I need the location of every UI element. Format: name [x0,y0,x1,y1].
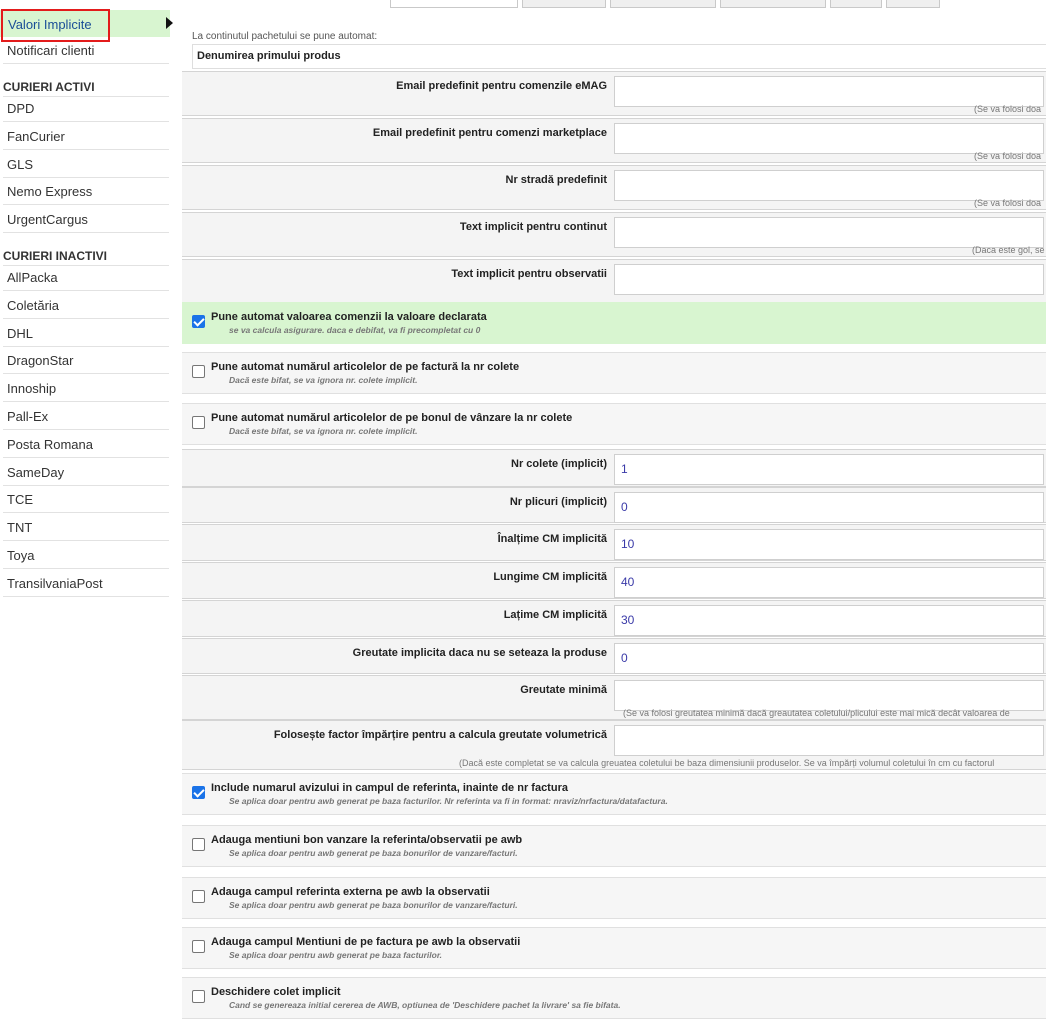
field-label: Greutate minimă [520,684,607,696]
sidebar-item-courier[interactable]: TCE [3,486,169,513]
checkbox-label: Adauga campul referinta externa pe awb la observatii [211,886,490,898]
checkbox-label: Adauga mentiuni bon vanzare la referinta/observatii pe awb [211,834,523,846]
field-label: Folosește factor împărțire pentru a calcula greutate volumetrică [273,729,607,741]
field-label: Nr plicuri (implicit) [509,496,607,508]
field-input[interactable] [614,680,1044,711]
field-label: Lațime CM implicită [503,609,607,621]
field-input[interactable]: 40 [614,567,1044,598]
checkbox[interactable] [192,416,205,429]
form-row [182,675,1046,720]
sidebar-item-courier[interactable]: AllPacka [3,264,169,291]
field-input[interactable] [614,76,1044,107]
checkbox[interactable] [192,786,205,799]
sidebar-item-courier[interactable]: UrgentCargus [3,206,169,233]
sidebar-item-valori-implicite[interactable]: Valori Implicite [1,9,110,42]
sidebar-item-courier[interactable]: TransilvaniaPost [3,570,169,597]
sidebar-item-courier[interactable]: Posta Romana [3,431,169,458]
checkbox-row [182,825,1046,867]
form-row [182,562,1046,599]
content-select[interactable]: Denumirea primului produs [192,44,1046,69]
checkbox-hint: Se aplica doar pentru awb generat pe baza bonurilor de vanzare/facturi. [229,900,518,910]
checkbox-row [182,977,1046,1019]
content-label: La continutul pachetului se pune automat: [192,31,378,42]
active-arrow-icon [166,17,173,29]
field-hint: (Se va folosi doa [974,198,1042,208]
field-input[interactable]: 0 [614,643,1044,674]
checkbox-row [182,927,1046,969]
checkbox[interactable] [192,838,205,851]
checkbox[interactable] [192,365,205,378]
field-label: Înalțime CM implicită [497,533,607,545]
field-input[interactable] [614,264,1044,295]
form-row [182,720,1046,770]
top-button-2[interactable] [610,0,716,8]
checkbox-hint: Se aplica doar pentru awb generat pe baza bonurilor de vanzare/facturi. [229,848,518,858]
form-row [182,487,1046,523]
field-label: Email predefinit pentru comenzile eMAG [396,80,607,92]
field-label: Email predefinit pentru comenzi marketplace [372,127,607,139]
checkbox-row [182,302,1046,344]
sidebar-item-courier[interactable]: GLS [3,151,169,178]
checkbox-hint: Cand se genereaza initial cererea de AWB, optiunea de 'Deschidere pachet la livrare' sa fie bifata. [229,1000,621,1010]
checkbox-label: Pune automat numărul articolelor de pe bonul de vânzare la nr colete [211,412,573,424]
form-row [182,71,1046,116]
sidebar-item-courier[interactable]: FanCurier [3,123,169,150]
checkbox-hint: Dacă este bifat, se va ignora nr. colete implicit. [229,375,418,385]
form-row [182,212,1046,257]
field-input[interactable] [614,123,1044,154]
top-button-5[interactable] [886,0,940,8]
field-label: Lungime CM implicită [493,571,607,583]
checkbox[interactable] [192,315,205,328]
field-input[interactable] [614,170,1044,201]
sidebar-item-courier[interactable]: Innoship [3,375,169,402]
sidebar [0,0,176,1008]
checkbox[interactable] [192,890,205,903]
form-row [182,524,1046,561]
checkbox-hint: Se aplica doar pentru awb generat pe baza facturilor. [229,950,443,960]
sidebar-item-notificari-clienti[interactable]: Notificari clienti [3,37,169,64]
checkbox-row [182,403,1046,445]
checkbox-label: Adauga campul Mentiuni de pe factura pe awb la observatii [211,936,521,948]
checkbox-hint: Dacă este bifat, se va ignora nr. colete implicit. [229,426,418,436]
field-label: Nr colete (implicit) [511,458,607,470]
field-hint: (Daca este gol, se [972,245,1045,255]
form-row [182,638,1046,674]
checkbox-row [182,773,1046,815]
form-row [182,259,1046,304]
form-row [182,165,1046,210]
form-row [182,449,1046,487]
form-row [182,118,1046,163]
sidebar-item-courier[interactable]: DPD [3,95,169,122]
field-label: Nr stradă predefinit [505,174,607,186]
sidebar-item-courier[interactable]: DHL [3,320,169,347]
top-button-4[interactable] [830,0,882,8]
field-hint: (Se va folosi doa [974,104,1042,114]
checkbox-hint: Se aplica doar pentru awb generat pe baza facturilor. Nr referinta va fi in format: nraviz/nrfactura/datafactura. [229,796,668,806]
field-input[interactable]: 30 [614,605,1044,636]
field-input[interactable]: 1 [614,454,1044,485]
sidebar-item-courier[interactable]: Coletăria [3,292,169,319]
field-input[interactable] [614,217,1044,248]
field-label: Text implicit pentru continut [459,221,607,233]
field-input[interactable]: 10 [614,529,1044,560]
field-label: Text implicit pentru observatii [451,268,607,280]
field-hint: (Se va folosi greutatea minimă dacă greautatea coletului/plicului este mai mică decât valoarea de [623,708,1010,718]
form-row [182,600,1046,637]
checkbox[interactable] [192,990,205,1003]
sidebar-item-courier[interactable]: Pall-Ex [3,403,169,430]
top-button-3[interactable] [720,0,826,8]
top-button-1[interactable] [522,0,606,8]
checkbox-hint: se va calcula asigurare. daca e debifat, va fi precompletat cu 0 [229,325,481,335]
checkbox-label: Deschidere colet implicit [211,986,341,998]
checkbox-label: Pune automat numărul articolelor de pe factură la nr colete [211,361,520,373]
active-couriers-heading: CURIERI ACTIVI [3,78,169,97]
inactive-couriers-heading: CURIERI INACTIVI [3,247,169,266]
checkbox-label: Include numarul avizului in campul de referinta, inainte de nr factura [211,782,568,794]
checkbox-label: Pune automat valoarea comenzii la valoare declarata [211,311,487,323]
checkbox[interactable] [192,940,205,953]
field-hint: (Dacă este completat se va calcula greuatea coletului be baza dimensiunii produselor. Se va împărți volumul coletului în cm cu factorul [459,758,995,768]
sidebar-item-courier[interactable]: Toya [3,542,169,569]
sidebar-item-courier[interactable]: Nemo Express [3,178,169,205]
sidebar-item-courier[interactable]: DragonStar [3,347,169,374]
checkbox-row [182,877,1046,919]
sidebar-item-courier[interactable]: SameDay [3,459,169,486]
checkbox-row [182,352,1046,394]
field-label: Greutate implicita daca nu se seteaza la produse [352,647,607,659]
sidebar-item-courier[interactable]: TNT [3,514,169,541]
field-input[interactable] [614,725,1044,756]
field-input[interactable]: 0 [614,492,1044,523]
field-hint: (Se va folosi doa [974,151,1042,161]
top-select-input[interactable] [390,0,518,8]
